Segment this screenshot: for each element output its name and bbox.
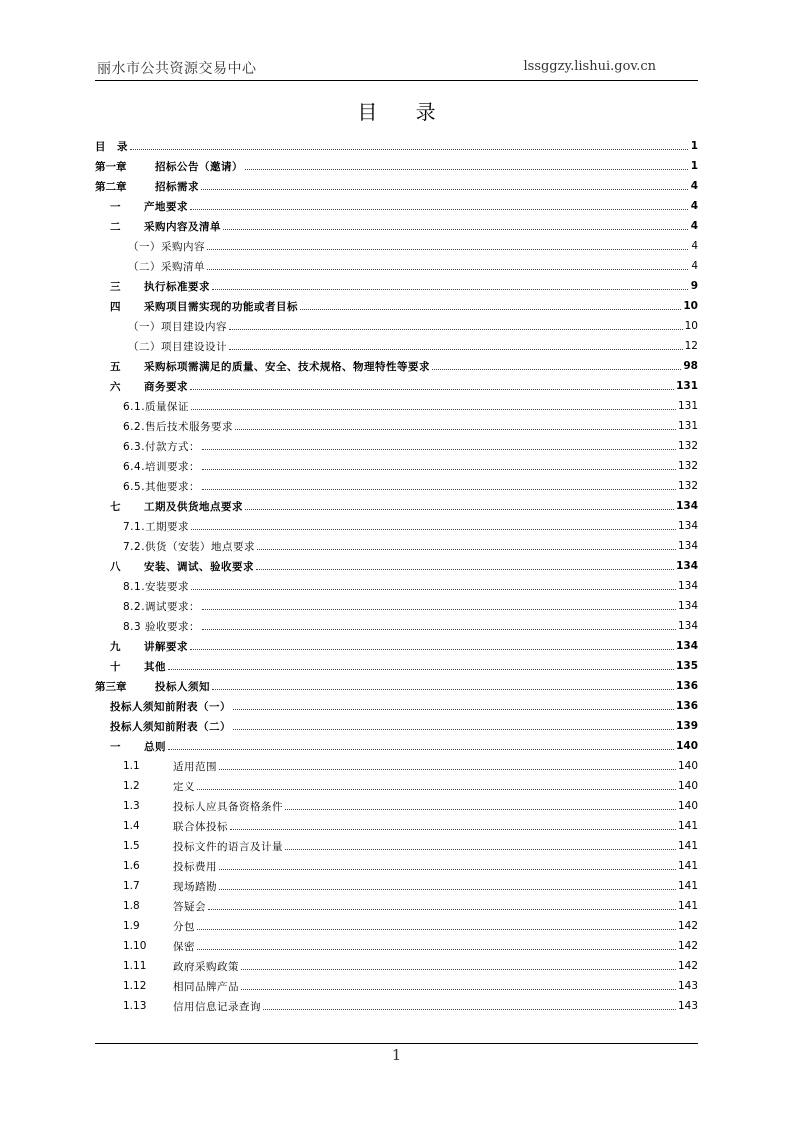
toc-entry-page: 141	[677, 880, 698, 892]
toc-entry-number: 一	[110, 740, 121, 753]
toc-entry-page: 134	[676, 640, 698, 652]
toc-leader-dots	[190, 209, 688, 210]
toc-entry[interactable]	[95, 736, 698, 756]
toc-leader-dots	[229, 349, 683, 350]
toc-entry-label: 投标人应具备资格条件	[173, 800, 283, 813]
toc-entry-page: 134	[676, 500, 698, 512]
toc-entry-label: （一）采购内容	[128, 240, 205, 253]
toc-leader-dots	[208, 909, 676, 910]
toc-entry-page: 134	[677, 620, 698, 632]
toc-entry-label: 执行标准要求	[144, 280, 210, 293]
toc-leader-dots	[235, 429, 676, 430]
toc-entry[interactable]	[95, 756, 698, 776]
toc-entry-label: 政府采购政策	[173, 960, 239, 973]
toc-leader-dots	[197, 789, 676, 790]
toc-entry[interactable]	[95, 156, 698, 176]
toc-entry-label: 6.4.培训要求：	[123, 460, 201, 473]
toc-entry[interactable]	[95, 396, 698, 416]
toc-entry-page: 132	[677, 480, 698, 492]
toc-entry-label: 讲解要求	[144, 640, 188, 653]
toc-entry-label: 招标公告（邀请）	[155, 160, 243, 173]
toc-leader-dots	[241, 969, 676, 970]
toc-entry-page: 142	[677, 920, 698, 932]
toc-entry[interactable]	[95, 296, 698, 316]
toc-entry[interactable]	[95, 376, 698, 396]
toc-leader-dots	[130, 149, 688, 150]
toc-entry-label: 8.2.调试要求：	[123, 600, 201, 613]
toc-entry[interactable]	[95, 596, 698, 616]
toc-leader-dots	[190, 649, 674, 650]
toc-entry-page: 142	[677, 940, 698, 952]
toc-leader-dots	[202, 469, 676, 470]
toc-leader-dots	[285, 849, 676, 850]
toc-leader-dots	[201, 189, 688, 190]
toc-entry[interactable]	[95, 676, 698, 696]
toc-leader-dots	[233, 729, 674, 730]
toc-entry-page: 4	[691, 260, 698, 272]
toc-entry-label: （一）项目建设内容	[128, 320, 227, 333]
toc-entry-page: 143	[677, 1000, 698, 1012]
toc-entry[interactable]	[95, 496, 698, 516]
toc-entry[interactable]	[95, 936, 698, 956]
toc-entry-page: 139	[676, 720, 698, 732]
toc-entry-label: 投标人须知前附表（二）	[110, 720, 231, 733]
toc-leader-dots	[207, 269, 688, 270]
toc-entry[interactable]	[95, 276, 698, 296]
toc-entry-page: 143	[677, 980, 698, 992]
toc-entry-number: 1.2	[123, 780, 140, 792]
toc-entry-number: 一	[110, 200, 121, 213]
toc-entry-page: 1	[690, 140, 698, 152]
toc-entry[interactable]	[95, 316, 698, 336]
toc-entry-label: 6.3.付款方式：	[123, 440, 201, 453]
toc-leader-dots	[168, 669, 674, 670]
toc-leader-dots	[285, 809, 676, 810]
toc-entry-page: 140	[677, 760, 698, 772]
toc-leader-dots	[219, 889, 676, 890]
toc-entry-page: 132	[677, 460, 698, 472]
toc-leader-dots	[207, 249, 688, 250]
toc-entry-page: 4	[690, 220, 698, 232]
page-header	[95, 56, 698, 81]
toc-entry-number: 四	[110, 300, 121, 313]
toc-entry[interactable]	[95, 776, 698, 796]
toc-entry-number: 1.4	[123, 820, 140, 832]
toc-entry-page: 10	[683, 300, 698, 312]
toc-entry-number: 1.13	[123, 1000, 147, 1012]
toc-leader-dots	[190, 389, 674, 390]
toc-leader-dots	[202, 609, 676, 610]
toc-entry[interactable]	[95, 476, 698, 496]
footer-divider	[95, 1043, 698, 1044]
toc-entry-page: 141	[677, 840, 698, 852]
toc-entry-label: 采购标项需满足的质量、安全、技术规格、物理特性等要求	[144, 360, 430, 373]
toc-entry[interactable]	[95, 456, 698, 476]
toc-entry-number: 六	[110, 380, 121, 393]
toc-leader-dots	[202, 449, 676, 450]
toc-entry-page: 131	[677, 400, 698, 412]
toc-leader-dots	[245, 509, 674, 510]
toc-entry[interactable]	[95, 136, 698, 156]
toc-entry-label: 投标文件的语言及计量	[173, 840, 283, 853]
toc-entry-number: 第二章	[95, 180, 127, 193]
toc-entry-label: 7.2.供货（安装）地点要求	[123, 540, 256, 553]
toc-leader-dots	[233, 709, 674, 710]
toc-entry[interactable]	[95, 636, 698, 656]
toc-entry-number: 三	[110, 280, 121, 293]
toc-entry-page: 141	[677, 860, 698, 872]
toc-entry[interactable]	[95, 196, 698, 216]
toc-entry[interactable]	[95, 816, 698, 836]
toc-entry-number: 五	[110, 360, 121, 373]
toc-entry-label: 投标人须知前附表（一）	[110, 700, 231, 713]
toc-entry-page: 134	[677, 600, 698, 612]
toc-entry[interactable]	[95, 856, 698, 876]
toc-leader-dots	[263, 1009, 676, 1010]
toc-entry[interactable]	[95, 356, 698, 376]
toc-entry-number: 第三章	[95, 680, 127, 693]
toc-entry-page: 134	[677, 540, 698, 552]
toc-leader-dots	[256, 569, 674, 570]
toc-entry[interactable]	[95, 696, 698, 716]
toc-entry-label: 6.1.质量保证	[123, 400, 190, 413]
toc-entry[interactable]	[95, 876, 698, 896]
toc-leader-dots	[202, 489, 676, 490]
toc-leader-dots	[300, 309, 681, 310]
toc-entry[interactable]	[95, 576, 698, 596]
toc-leader-dots	[257, 549, 676, 550]
toc-leader-dots	[212, 289, 688, 290]
toc-entry-label: 目 录	[95, 140, 128, 153]
toc-leader-dots	[241, 989, 676, 990]
toc-entry-page: 140	[677, 780, 698, 792]
toc-entry-label: 相同品牌产品	[173, 980, 239, 993]
toc-entry[interactable]	[95, 976, 698, 996]
toc-entry-number: 1.12	[123, 980, 147, 992]
toc-entry[interactable]	[95, 556, 698, 576]
toc-entry-label: 产地要求	[144, 200, 188, 213]
toc-leader-dots	[197, 949, 676, 950]
toc-entry-page: 134	[677, 520, 698, 532]
toc-entry[interactable]	[95, 616, 698, 636]
toc-entry-number: 二	[110, 220, 121, 233]
toc-entry[interactable]	[95, 176, 698, 196]
toc-leader-dots	[223, 229, 688, 230]
toc-entry-label: 7.1.工期要求	[123, 520, 190, 533]
toc-entry-label: 6.5.其他要求：	[123, 480, 201, 493]
toc-entry-page: 135	[676, 660, 698, 672]
toc-leader-dots	[219, 869, 676, 870]
toc-leader-dots	[202, 629, 676, 630]
toc-entry-label: 8.1.安装要求	[123, 580, 190, 593]
toc-entry-number: 1.10	[123, 940, 147, 952]
toc-entry-page: 1	[690, 160, 698, 172]
toc-entry-page: 4	[690, 200, 698, 212]
toc-entry-number: 1.3	[123, 800, 140, 812]
toc-entry-label: 适用范围	[173, 760, 217, 773]
toc-entry[interactable]	[95, 416, 698, 436]
toc-entry-page: 4	[690, 180, 698, 192]
toc-entry-number: 1.6	[123, 860, 140, 872]
toc-entry-number: 1.1	[123, 760, 140, 772]
toc-entry-label: 投标费用	[173, 860, 217, 873]
toc-entry-page: 140	[677, 800, 698, 812]
toc-entry[interactable]	[95, 216, 698, 236]
toc-entry[interactable]	[95, 336, 698, 356]
toc-leader-dots	[191, 409, 676, 410]
toc-entry[interactable]	[95, 896, 698, 916]
toc-entry-page: 132	[677, 440, 698, 452]
toc-entry-page: 10	[684, 320, 698, 332]
toc-entry-page: 136	[676, 680, 698, 692]
toc-entry-label: 8.3 验收要求：	[123, 620, 201, 633]
toc-entry-page: 141	[677, 820, 698, 832]
toc-entry-page: 4	[691, 240, 698, 252]
toc-entry-page: 142	[677, 960, 698, 972]
toc-entry-number: 1.9	[123, 920, 140, 932]
toc-entry-page: 98	[683, 360, 698, 372]
toc-entry[interactable]	[95, 516, 698, 536]
toc-entry-page: 131	[676, 380, 698, 392]
toc-entry[interactable]	[95, 796, 698, 816]
toc-entry-label: 分包	[173, 920, 195, 933]
toc-leader-dots	[191, 529, 676, 530]
toc-entry[interactable]	[95, 256, 698, 276]
toc-entry-label: 保密	[173, 940, 195, 953]
toc-entry-label: （二）项目建设设计	[128, 340, 227, 353]
toc-entry-label: 定义	[173, 780, 195, 793]
toc-entry[interactable]	[95, 956, 698, 976]
toc-entry-page: 134	[676, 560, 698, 572]
toc-entry-page: 140	[676, 740, 698, 752]
toc-entry-label: （二）采购清单	[128, 260, 205, 273]
toc-entry-label: 招标需求	[155, 180, 199, 193]
toc-entry-label: 信用信息记录查询	[173, 1000, 261, 1013]
toc-entry-number: 1.8	[123, 900, 140, 912]
toc-entry-label: 其他	[144, 660, 166, 673]
table-of-contents	[95, 136, 698, 1016]
toc-entry-number: 十	[110, 660, 121, 673]
toc-entry[interactable]	[95, 996, 698, 1016]
footer-page-number: 1	[391, 1046, 402, 1064]
toc-entry-number: 1.7	[123, 880, 140, 892]
toc-entry-label: 采购项目需实现的功能或者目标	[144, 300, 298, 313]
toc-leader-dots	[212, 689, 674, 690]
toc-leader-dots	[191, 589, 676, 590]
toc-entry-number: 第一章	[95, 160, 127, 173]
toc-entry-number: 1.5	[123, 840, 140, 852]
toc-entry[interactable]	[95, 656, 698, 676]
toc-entry-page: 141	[677, 900, 698, 912]
toc-entry-page: 131	[677, 420, 698, 432]
toc-leader-dots	[230, 829, 676, 830]
toc-entry-number: 1.11	[123, 960, 147, 972]
toc-leader-dots	[197, 929, 676, 930]
toc-entry[interactable]	[95, 436, 698, 456]
toc-leader-dots	[245, 169, 688, 170]
toc-entry-label: 商务要求	[144, 380, 188, 393]
toc-entry[interactable]	[95, 536, 698, 556]
toc-leader-dots	[229, 329, 683, 330]
toc-entry[interactable]	[95, 716, 698, 736]
toc-entry-label: 投标人须知	[155, 680, 210, 693]
header-org: 丽水市公共资源交易中心	[97, 61, 257, 77]
toc-entry-label: 工期及供货地点要求	[144, 500, 243, 513]
toc-entry[interactable]	[95, 836, 698, 856]
toc-entry-label: 现场踏勘	[173, 880, 217, 893]
toc-entry-label: 采购内容及清单	[144, 220, 221, 233]
toc-entry-label: 答疑会	[173, 900, 206, 913]
toc-entry-number: 七	[110, 500, 121, 513]
toc-leader-dots	[168, 749, 674, 750]
toc-entry-page: 136	[676, 700, 698, 712]
toc-entry-number: 八	[110, 560, 121, 573]
toc-entry-page: 12	[684, 340, 698, 352]
toc-entry-page: 134	[677, 580, 698, 592]
toc-leader-dots	[219, 769, 676, 770]
toc-entry[interactable]	[95, 236, 698, 256]
toc-entry[interactable]	[95, 916, 698, 936]
toc-entry-label: 总则	[144, 740, 166, 753]
toc-leader-dots	[432, 369, 681, 370]
header-site: lssggzy.lishui.gov.cn	[523, 59, 656, 74]
toc-entry-label: 6.2.售后技术服务要求	[123, 420, 234, 433]
toc-entry-label: 安装、调试、验收要求	[144, 560, 254, 573]
page-title: 目 录	[357, 100, 452, 124]
toc-entry-label: 联合体投标	[173, 820, 228, 833]
toc-entry-number: 九	[110, 640, 121, 653]
toc-entry-page: 9	[690, 280, 698, 292]
